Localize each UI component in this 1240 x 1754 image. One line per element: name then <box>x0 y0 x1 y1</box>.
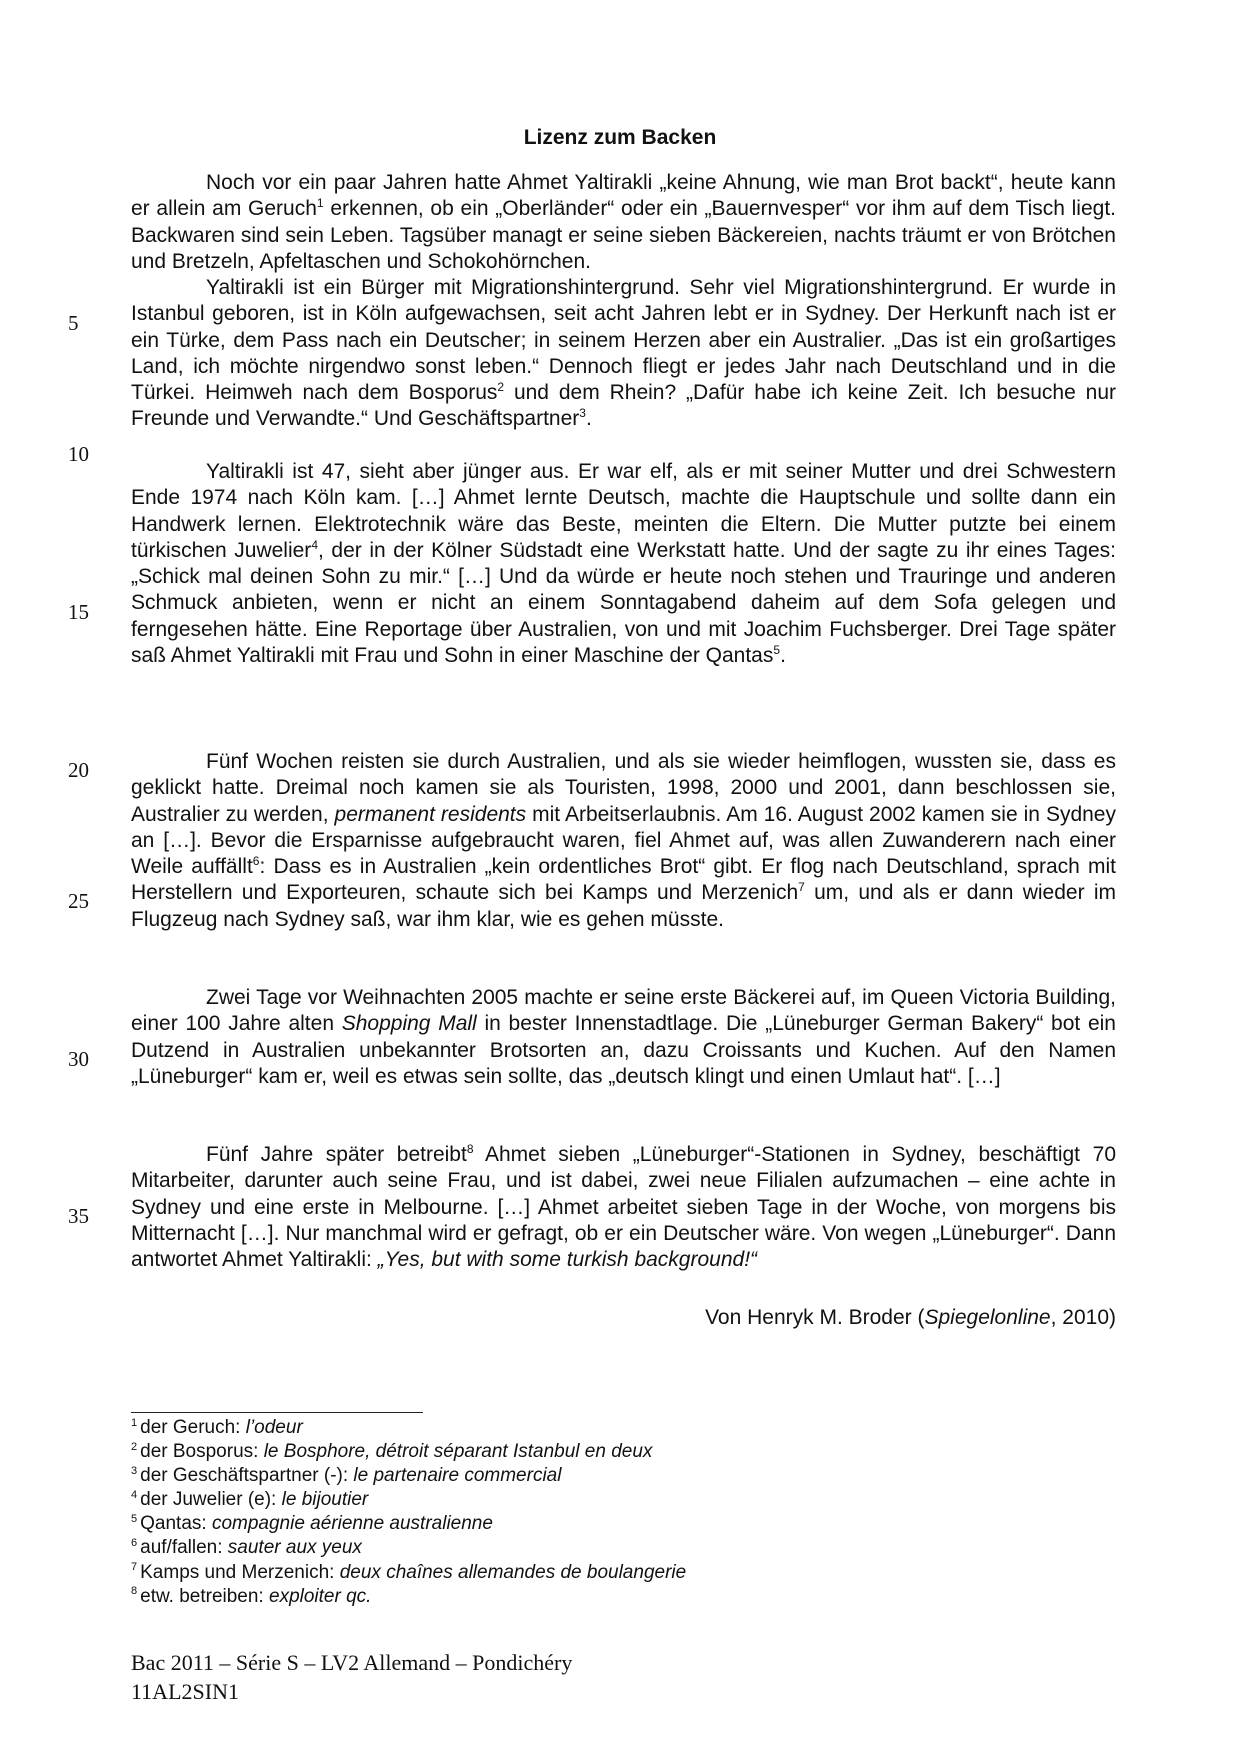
paragraph-2 <box>131 275 1116 433</box>
paragraph-text <box>131 985 1116 1090</box>
footnote-marker: 1 <box>316 196 324 211</box>
source-prefix: Von Henryk M. Broder ( <box>705 1306 925 1329</box>
footnote-translation: compagnie aérienne australienne <box>211 1513 493 1535</box>
footnote-translation: exploiter qc. <box>269 1585 372 1607</box>
text-run: Zwei Tage vor Weihnachten 2005 machte er seine erste Bäckerei auf, im Queen Victoria Building, einer 100 Jahre alten <box>131 986 1116 1036</box>
footnote-term: der Geruch: <box>140 1417 246 1438</box>
footnote-translation: le partenaire commercial <box>353 1465 562 1487</box>
line-number: 35 <box>68 1204 89 1228</box>
footnote-term: der Bosporus: <box>140 1441 264 1463</box>
footnote-number: 1 <box>131 1416 138 1429</box>
paragraph-text <box>131 1142 1116 1273</box>
line-number: 25 <box>68 889 89 913</box>
paragraph-5 <box>131 985 1116 1090</box>
text-run: . <box>780 644 786 668</box>
document-title: Lizenz zum Backen <box>523 126 717 149</box>
source-suffix: , 2010) <box>1050 1306 1116 1329</box>
text-run: erkennen, ob ein „Oberländer“ oder ein „Bauernvesper“ vor ihm auf dem Tisch liegt. Backwaren sind sein Leben. Tagsüber managt er seine sieben Bäckereien, nachts träumt er von Brötchen und Bretzeln, Apfeltaschen und Schokohörnchen. <box>131 197 1116 273</box>
text-run: : Dass es in Australien „kein ordentliches Brot“ gibt. Er flog nach Deutschland, sprach mit Herstellern und Exporteuren, schaute sich bei Kamps und Merzenich <box>131 855 1116 905</box>
text-run: Yaltirakli ist 47, sieht aber jünger aus. Er war elf, als er mit seiner Mutter und drei Schwestern Ende 1974 nach Köln kam. […] Ahmet lernte Deutsch, machte die Hauptschule und sollte dann ein Handwerk lernen. Elektrotechnik wäre das Beste, meinten die Eltern. Die Mutter putzte bei einem türkischen Juwelier <box>131 460 1116 562</box>
footnote-item <box>131 1464 686 1488</box>
text-run: in bester Innenstadtlage. Die „Lüneburger German Bakery“ bot ein Dutzend in Australien unbekannter Brotsorten an, dazu Croissants und Kuchen. Auf den Namen „Lüneburger“ kam er, weil es etwas sein sollte, das „deutsch klingt und einen Umlaut hat“. […] <box>131 1012 1116 1088</box>
line-number: 10 <box>68 442 89 466</box>
footnote-number: 3 <box>131 1464 138 1477</box>
footnote-translation: le Bosphore, détroit séparant Istanbul en deux <box>263 1441 653 1463</box>
footnote-term: Qantas: <box>140 1513 212 1535</box>
text-run: Yaltirakli ist ein Bürger mit Migrationshintergrund. Sehr viel Migrationshintergrund. Er wurde in Istanbul geboren, ist in Köln aufgewachsen, seit acht Jahren lebt er in Sydney. Der Herkunft nach ist er ein Türke, dem Pass nach ein Deutscher; in seinem Herzen aber ein Australier. „Das ist ein großartiges Land, ich möchte nirgendwo sonst leben.“ Dennoch fliegt er jedes Jahr nach Deutschland und in die Türkei. Heimweh nach dem Bosporus <box>131 276 1116 405</box>
source-publication: Spiegelonline <box>924 1306 1051 1329</box>
text-run: Noch vor ein paar Jahren hatte Ahmet Yaltirakli „keine Ahnung, wie man Brot backt“, heute kann er allein am Geruch <box>131 171 1116 221</box>
line-number: 15 <box>68 600 89 624</box>
text-run: Fünf Wochen reisten sie durch Australien, und als sie wieder heimflogen, wussten sie, dass es geklickt hatte. Dreimal noch kamen sie als Touristen, 1998, 2000 und 2001, dann beschlossen sie, Australier zu werden, <box>131 750 1116 826</box>
footnote-item <box>131 1585 686 1609</box>
footnote-number: 6 <box>131 1537 138 1550</box>
paragraph-text <box>131 749 1116 933</box>
footnote-number: 4 <box>131 1488 138 1501</box>
footnote-term: Kamps und Merzenich: <box>140 1561 340 1583</box>
footnote-term: etw. betreiben: <box>140 1585 269 1607</box>
line-number: 20 <box>68 758 89 782</box>
footnote-marker: 3 <box>579 406 586 421</box>
footnote-number: 8 <box>131 1585 138 1598</box>
paragraph-1 <box>131 170 1116 275</box>
italic-text: permanent residents <box>334 802 527 826</box>
footnote-marker: 4 <box>311 537 318 552</box>
footnote-term: der Juwelier (e): <box>140 1489 282 1511</box>
footnote-number: 7 <box>131 1561 138 1574</box>
footnote-divider <box>131 1412 423 1413</box>
italic-text: „Yes, but with some turkish background!“ <box>377 1248 758 1272</box>
text-run: mit Arbeitserlaubnis. Am 16. August 2002 kamen sie in Sydney an […]. Bevor die Ersparnisse aufgebraucht waren, fiel Ahmet auf, was allen Zuwanderern nach einer Weile auffällt <box>131 802 1116 879</box>
text-run: um, und als er dann wieder im Flugzeug nach Sydney saß, war ihm klar, wie es gehen müsste. <box>131 881 1117 931</box>
paragraph-3 <box>131 459 1116 669</box>
footnote-item <box>131 1416 686 1440</box>
footnote-list <box>131 1416 686 1609</box>
footnote-number: 2 <box>131 1440 138 1453</box>
footnote-translation: le bijoutier <box>281 1489 369 1511</box>
text-run: Ahmet sieben „Lüneburger“-Stationen in Sydney, beschäftigt 70 Mitarbeiter, darunter auch seine Frau, und ist dabei, zwei neue Filialen aufzumachen – eine achte in Sydney und eine erste in Melbourne. […] Ahmet arbeitet sieben Tage in der Woche, von morgens bis Mitternacht […]. Nur manchmal wird er gefragt, ob er ein Deutscher wäre. Von wegen „Lüneburger“. Dann antwortet Ahmet Yaltirakli: <box>131 1143 1117 1272</box>
footnote-item <box>131 1561 686 1585</box>
text-run: Fünf Jahre später betreibt <box>206 1143 467 1166</box>
source-citation <box>705 1306 1116 1330</box>
footnote-translation: deux chaînes allemandes de boulangerie <box>339 1561 687 1583</box>
page-footer <box>131 1648 572 1706</box>
footnote-marker: 2 <box>497 380 505 395</box>
paragraph-4 <box>131 749 1116 933</box>
paragraph-text <box>131 170 1116 275</box>
footnote-item <box>131 1536 686 1560</box>
text-run: . <box>585 407 592 431</box>
text-run: und dem Rhein? „Dafür habe ich keine Zeit. Ich besuche nur Freunde und Verwandte.“ Und Geschäftspartner <box>131 381 1116 431</box>
footnote-marker: 7 <box>798 880 805 895</box>
footnote-translation: sauter aux yeux <box>227 1537 362 1559</box>
footnote-marker: 8 <box>466 1142 474 1156</box>
paragraph-text <box>131 275 1116 433</box>
footer-exam-info: Bac 2011 – Série S – LV2 Allemand – Pondichéry <box>131 1650 573 1675</box>
text-run: , der in der Kölner Südstadt eine Werkstatt hatte. Und der sagte zu ihr eines Tages: „Schick mal deinen Sohn zu mir.“ […] Und da würde er heute noch stehen und Trauringe und anderen Schmuck anbieten, wenn er nicht an einem Sonntagabend daheim auf dem Sofa gelegen und ferngesehen hätte. Eine Reportage über Australien, von und mit Joachim Fuchsberger. Drei Tage später saß Ahmet Yaltirakli mit Frau und Sohn in einer Maschine der Qantas <box>131 538 1116 668</box>
footnote-number: 5 <box>131 1513 138 1526</box>
paragraph-text <box>131 459 1116 669</box>
footnote-item <box>131 1512 686 1536</box>
footnote-marker: 6 <box>252 854 260 869</box>
footnote-term: der Geschäftspartner (-): <box>140 1465 354 1487</box>
italic-text: Shopping Mall <box>341 1012 477 1036</box>
footer-code: 11AL2SIN1 <box>131 1679 239 1704</box>
footnote-term: auf/fallen: <box>140 1537 228 1559</box>
footnote-item <box>131 1440 686 1464</box>
paragraph-6 <box>131 1142 1116 1273</box>
footnote-translation: l’odeur <box>245 1417 303 1438</box>
footnote-item <box>131 1488 686 1512</box>
line-number: 30 <box>68 1047 89 1071</box>
line-number: 5 <box>68 311 79 335</box>
footnote-marker: 5 <box>773 643 781 658</box>
